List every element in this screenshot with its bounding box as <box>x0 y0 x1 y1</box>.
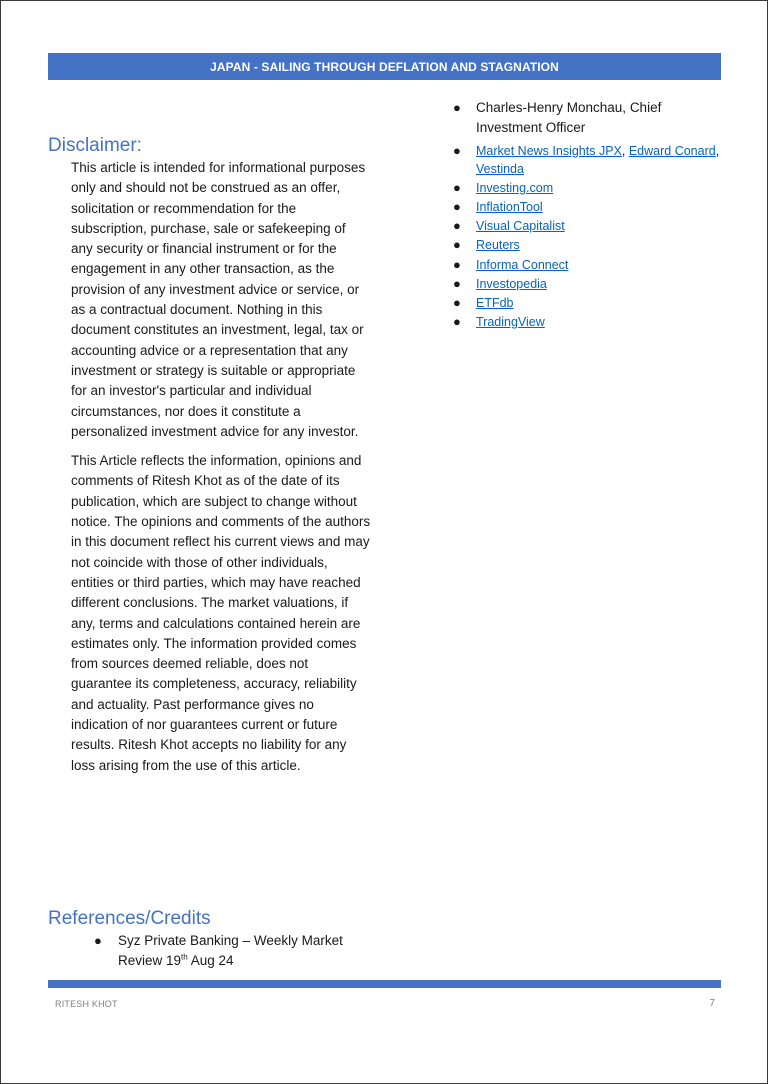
list-item <box>429 179 729 198</box>
link-separator: , <box>621 143 629 158</box>
link-informa-connect[interactable]: Informa Connect <box>476 257 569 272</box>
list-item <box>429 98 729 139</box>
list-item <box>429 275 729 294</box>
bullet-icon: ● <box>453 142 461 158</box>
footer-rule <box>48 980 721 988</box>
link-market-news-insights[interactable]: Market News Insights JPX <box>476 143 622 158</box>
page-number: 7 <box>709 998 715 1009</box>
link-etfdb[interactable]: ETFdb <box>476 295 514 310</box>
link-inflationtool[interactable]: InflationTool <box>476 200 543 215</box>
references-list-continued <box>429 98 729 331</box>
link-visual-capitalist[interactable]: Visual Capitalist <box>476 219 565 234</box>
link-vestinda[interactable]: Vestinda <box>476 162 524 177</box>
reference-text: Syz Private Banking – Weekly Market Review 19 <box>118 933 343 969</box>
list-item <box>429 198 729 217</box>
ordinal-suffix: th <box>181 952 188 962</box>
bullet-icon: ● <box>453 237 461 253</box>
bullet-icon: ● <box>453 313 461 329</box>
list-item <box>429 236 729 255</box>
bullet-icon: ● <box>94 933 102 948</box>
bullet-icon: ● <box>453 218 461 234</box>
bullet-icon: ● <box>453 256 461 272</box>
list-item <box>48 931 378 972</box>
link-edward-conard[interactable]: Edward Conard <box>628 143 716 158</box>
disclaimer-paragraph-1: This article is intended for informational purposes only and should not be construed as an offer, solicitation or recommendation for the subscription, purchase, sale or safekeeping of any security or financial instrument or for the engagement in any other transaction, as the provision of any investment advice or service, or as a contractual document. Nothing in this document constitutes an investment, legal, tax or accounting advice or a representation that any investment or strategy is suitable or appropriate for an investor's particular and individual circumstances, nor does it constitute a personalized investment advice for any investor. <box>71 160 366 439</box>
reference-date: Aug 24 <box>187 953 234 969</box>
list-item <box>429 313 729 332</box>
link-tradingview[interactable]: TradingView <box>476 314 545 329</box>
references-heading: References/Credits <box>48 908 211 929</box>
references-continued <box>429 98 729 332</box>
bullet-icon: ● <box>453 275 461 291</box>
list-item <box>429 256 729 275</box>
disclaimer-section <box>48 134 378 776</box>
link-investopedia[interactable]: Investopedia <box>476 276 547 291</box>
bullet-icon: ● <box>453 199 461 215</box>
link-investing[interactable]: Investing.com <box>476 181 554 196</box>
bullet-icon: ● <box>453 294 461 310</box>
footer-author: RITESH KHOT <box>55 999 118 1009</box>
list-item <box>429 142 729 179</box>
bullet-icon: ● <box>453 100 461 115</box>
bullet-icon: ● <box>453 180 461 196</box>
disclaimer-heading: Disclaimer: <box>48 135 142 156</box>
link-reuters[interactable]: Reuters <box>476 238 520 253</box>
document-title: JAPAN - SAILING THROUGH DEFLATION AND STAGNATION <box>210 59 559 74</box>
references-list <box>48 931 378 972</box>
list-item <box>429 294 729 313</box>
link-separator: , <box>715 143 720 158</box>
list-item <box>429 217 729 236</box>
header-banner <box>48 53 721 80</box>
disclaimer-paragraph-2: This Article reflects the information, opinions and comments of Ritesh Khot as of the date of its publication, which are subject to change without notice. The opinions and comments of the authors in this document reflect his current views and may not coincide with those of other individuals, entities or third parties, which may have reached different conclusions. The market valuations, if any, terms and calculations contained herein are estimates only. The information provided comes from sources deemed reliable, does not guarantee its completeness, accuracy, reliability and actuality. Past performance gives no indication of nor guarantees current or future results. Ritesh Khot accepts no liability for any loss arising from the use of this article. <box>71 453 371 773</box>
references-section <box>48 907 378 972</box>
reference-person: Charles-Henry Monchau, Chief Investment Officer <box>476 100 662 136</box>
